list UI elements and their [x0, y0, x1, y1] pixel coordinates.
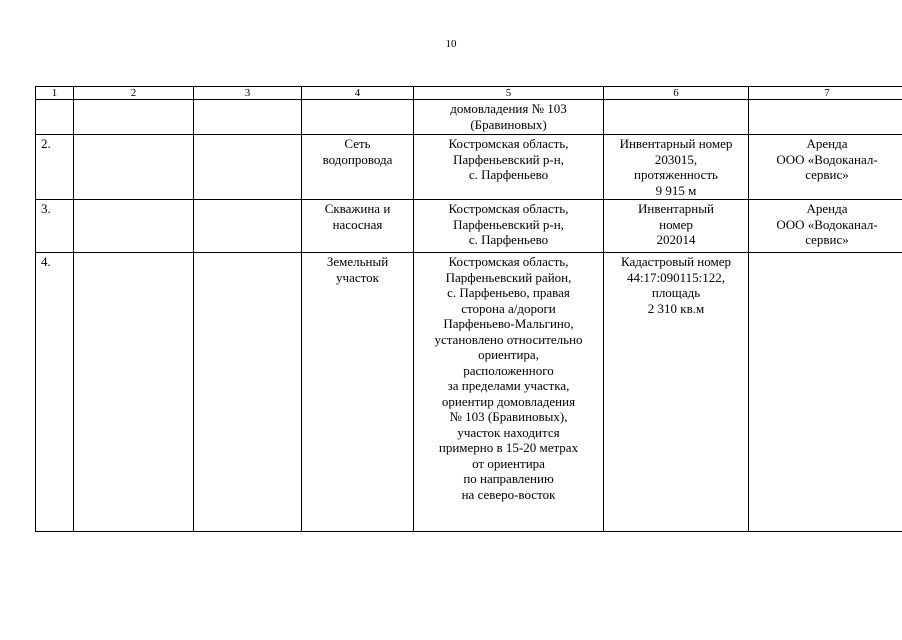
table-row [36, 200, 902, 253]
col3-cell [194, 200, 302, 253]
encumbrance-cell [749, 253, 902, 532]
column-header: 7 [749, 87, 902, 100]
column-header: 6 [604, 87, 749, 100]
col3-cell [194, 253, 302, 532]
page-number: 10 [445, 38, 457, 50]
encumbrance-cell [749, 100, 902, 135]
col2-cell [74, 135, 194, 200]
table-row [36, 253, 902, 532]
location-cell: Костромская область, Парфеньевский р-н, с. Парфеньево [414, 135, 604, 200]
column-header: 2 [74, 87, 194, 100]
row-number-cell [36, 100, 74, 135]
table-row [36, 100, 902, 135]
col2-cell [74, 100, 194, 135]
characteristics-cell [604, 100, 749, 135]
property-table [35, 86, 902, 532]
col2-cell [74, 253, 194, 532]
location-cell: Костромская область, Парфеньевский р-н, с. Парфеньево [414, 200, 604, 253]
column-header: 3 [194, 87, 302, 100]
row-number-cell: 3. [36, 200, 74, 253]
name-cell: Сеть водопровода [302, 135, 414, 200]
characteristics-cell: Инвентарный номер 203015, протяженность 9 915 м [604, 135, 749, 200]
location-cell: домовладения № 103 (Бравиновых) [414, 100, 604, 135]
column-header: 4 [302, 87, 414, 100]
table-header-row [36, 87, 902, 100]
col3-cell [194, 100, 302, 135]
location-cell: Костромская область, Парфеньевский район, с. Парфеньево, правая сторона а/дороги Парфеньево-Мальгино, установлено относительно ориентира, расположенного за пределами участка, ориентир домовладения № 103 (Бравиновых), участок находится примерно в 15-20 метрах от ориентира по направлению на северо-восток [414, 253, 604, 532]
name-cell [302, 100, 414, 135]
column-header: 5 [414, 87, 604, 100]
row-number-cell: 2. [36, 135, 74, 200]
col2-cell [74, 200, 194, 253]
name-cell: Земельный участок [302, 253, 414, 532]
encumbrance-cell: Аренда ООО «Водоканал- сервис» [749, 135, 902, 200]
table-row [36, 135, 902, 200]
characteristics-cell: Кадастровый номер 44:17:090115:122, площадь 2 310 кв.м [604, 253, 749, 532]
encumbrance-cell: Аренда ООО «Водоканал- сервис» [749, 200, 902, 253]
col3-cell [194, 135, 302, 200]
name-cell: Скважина и насосная [302, 200, 414, 253]
row-number-cell: 4. [36, 253, 74, 532]
characteristics-cell: Инвентарный номер 202014 [604, 200, 749, 253]
column-header: 1 [36, 87, 74, 100]
